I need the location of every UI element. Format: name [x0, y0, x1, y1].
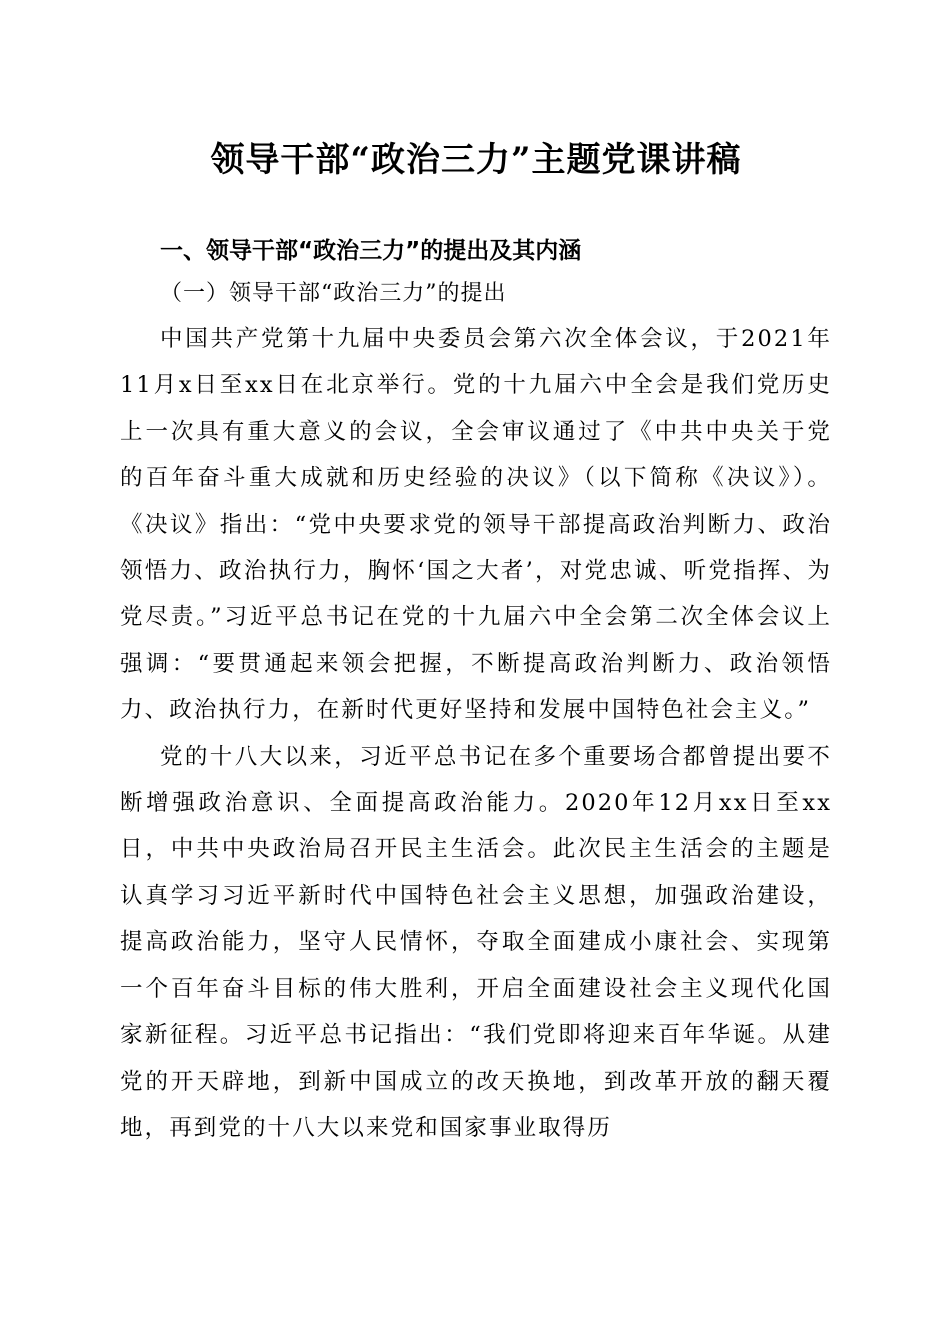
document-title: 领导干部“政治三力”主题党课讲稿: [210, 140, 742, 180]
subsection-heading-1: （一）领导干部“政治三力”的提出: [160, 281, 507, 306]
section-heading-1: 一、领导干部“政治三力”的提出及其内涵: [160, 238, 582, 264]
document-page: [120, 130, 832, 1151]
body-paragraph-2: 党的十八大以来，习近平总书记在多个重要场合都曾提出要不断增强政治意识、全面提高政治能力。2020年12月xx日至xx日，中共中央政治局召开民主生活会。此次民主生活会的主题是认真学习习近平新时代中国特色社会主义思想，加强政治建设，提高政治能力，坚守人民情怀，夺取全面建成小康社会、实现第一个百年奋斗目标的伟大胜利，开启全面建设社会主义现代化国家新征程。习近平总书记指出：“我们党即将迎来百年华诞。从建党的开天辟地，到新中国成立的改天换地，到改革开放的翻天覆地，再到党的十八大以来党和国家事业取得历: [120, 743, 832, 1141]
body-paragraph-1: 中国共产党第十九届中央委员会第六次全体会议，于2021年11月x日至xx日在北京举行。党的十九届六中全会是我们党历史上一次具有重大意义的会议，全会审议通过了《中共中央关于党的百年奋斗重大成就和历史经验的决议》（以下简称《决议》）。《决议》指出：“党中央要求党的领导干部提高政治判断力、政治领悟力、政治执行力，胸怀‘国之大者’，对党忠诚、听党指挥、为党尽责。”习近平总书记在党的十九届六中全会第二次全体会议上强调：“要贯通起来领会把握，不断提高政治判断力、政治领悟力、政治执行力，在新时代更好坚持和发展中国特色社会主义。”: [120, 326, 832, 724]
